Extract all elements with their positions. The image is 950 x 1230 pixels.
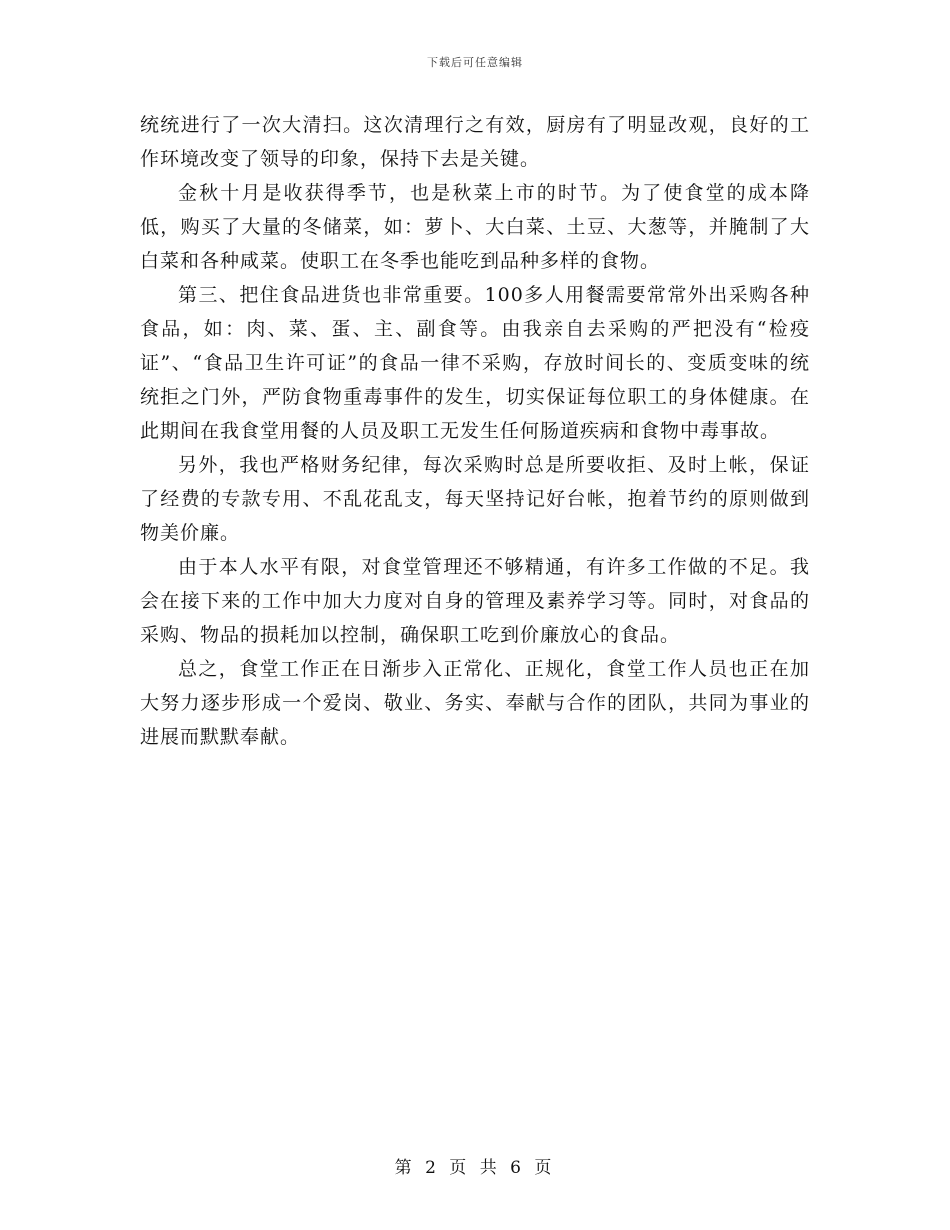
page-number: 第 2 页 共 6 页: [394, 1158, 556, 1178]
paragraph-continued: 统统进行了一次大清扫。这次清理行之有效，厨房有了明显改观，良好的工作环境改变了领导的印象，保持下去是关键。: [140, 114, 810, 170]
paragraph-food-purchasing: 第三、把住食品进货也非常重要。100多人用餐需要常常外出采购各种食品，如：肉、菜、蛋、主、副食等。由我亲自去采购的严把没有“检疫证”、“食品卫生许可证”的食品一律不采购，存放时间长的、变质变味的统统拒之门外，严防食物重毒事件的发生，切实保证每位职工的身体健康。在此期间在我食堂用餐的人员及职工无发生任何肠道疾病和食物中毒事故。: [140, 284, 810, 442]
body-text: [140, 108, 810, 754]
paragraph-autumn-vegetables: 金秋十月是收获得季节，也是秋菜上市的时节。为了使食堂的成本降低，购买了大量的冬储菜，如：萝卜、大白菜、土豆、大葱等，并腌制了大白菜和各种咸菜。使职工在冬季也能吃到品种多样的食物。: [140, 182, 810, 272]
paragraph-shortcomings: 由于本人水平有限，对食堂管理还不够精通，有许多工作做的不足。我会在接下来的工作中加大力度对自身的管理及素养学习等。同时，对食品的采购、物品的损耗加以控制，确保职工吃到价廉放心的食品。: [140, 556, 810, 646]
paragraph-summary: 总之，食堂工作正在日渐步入正常化、正规化，食堂工作人员也正在加大努力逐步形成一个爱岗、敬业、务实、奉献与合作的团队，共同为事业的进展而默默奉献。: [140, 658, 810, 748]
paragraph-finance: 另外，我也严格财务纪律，每次采购时总是所要收拒、及时上帐，保证了经费的专款专用、不乱花乱支，每天坚持记好台帐，抱着节约的原则做到物美价廉。: [140, 454, 810, 544]
header-note: 下载后可任意编辑: [427, 56, 523, 69]
